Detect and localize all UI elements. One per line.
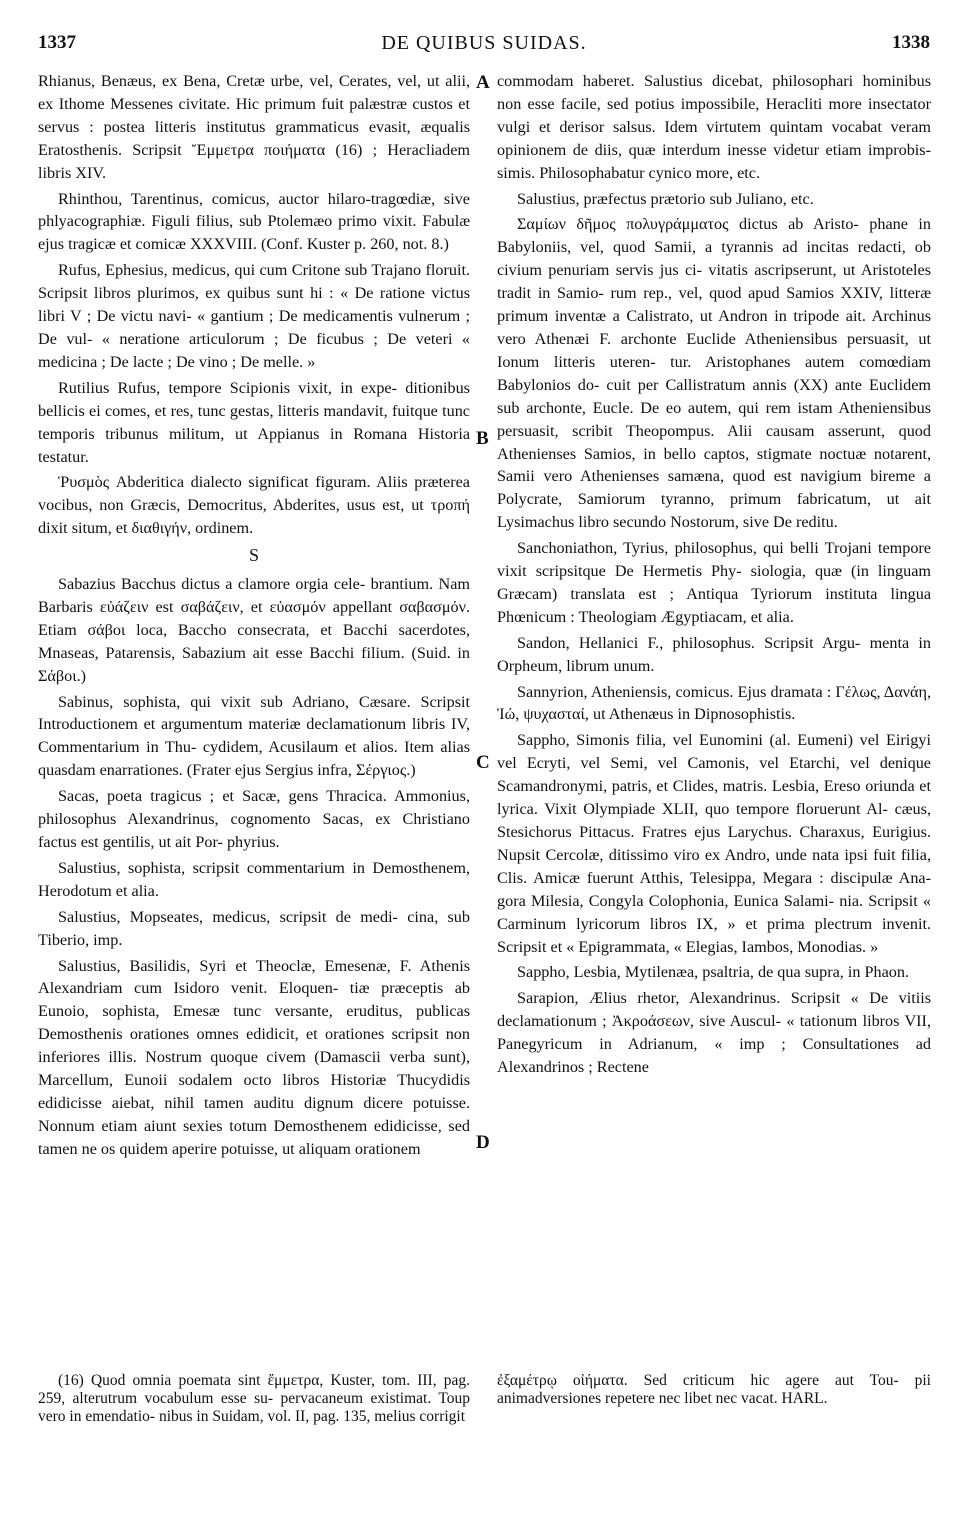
entry-rhinthou: Rhinthou, Tarentinus, comicus, auctor hilaro-tragœdiæ, sive phlyacographiæ. Figuli filius, sub Ptolemæo primo vixit. Fabulæ ejus tragicæ et comicæ XXXVIII. (Conf. Kuster p. 260, not. 8.) [38, 189, 470, 254]
footnote-left: (16) Quod omnia poemata sint ἔμμετρα, Kuster, tom. III, pag. 259, alterutrum vocabulum esse su- pervacaneum existimat. Toup vero in emendatio- nibus in Suidam, vol. II, pag. 135, melius corrigit [38, 1372, 470, 1426]
section-marker-c: C [476, 752, 490, 773]
section-marker-b: B [476, 428, 489, 449]
footnote-right: ἐξαμέτρῳ οἰήματα. Sed criticum hic agere aut Tou- pii animadversiones repetere nec libet nec vacat. HARL. [497, 1372, 931, 1408]
entry-sabazius: Sabazius Bacchus dictus a clamore orgia cele- brantium. Nam Barbaris εὐάζειν est σαβάζειν, et εὐασμόν appellant σαβασμόν. Etiam σάβοι loca, Baccho consecrata, et Bacchi sacerdotes, Mnaseas, Patarensis, Sabazium ait esse Bacchi filium. (Suid. in Σάβοι.) [38, 575, 470, 685]
entry-salustius-basilidis: Salustius, Basilidis, Syri et Theoclæ, Emesenæ, F. Athenis Alexandriam cum Isidoro venit. Eloquen- tiæ præceptis ab Eunoio, sophista, Emesæ tunc versante, eruditus, publicas Demosthenis orationes omnes edidicit, et orationes scripsit non inferiores illis. Nostrum quoque civem (Damascii verba sunt), Marcellum, Eunoii sodalem octo libros Historiæ Thucydidis edidicisse aiebat, nihil tamen auditu dignum dicere potuisse. Nonnum etiam aiunt sexies totum Demosthenem edidicisse, sed tamen ne os quidem aperire potuisse, ut aliquam orationem [38, 956, 470, 1158]
entry-rufus: Rufus, Ephesius, medicus, qui cum Critone sub Trajano floruit. Scripsit libros plurimos, ex quibus sunt hi : « De ratione victus libri V ; De victu navi- « gantium ; De medicamentis vulnerum ; De vul- « neratione articulorum ; De ficubus ; De veteri « medicina ; De lacte ; De vino ; De melle. » [38, 261, 470, 371]
entry-salustius-mopseates: Salustius, Mopseates, medicus, scripsit de medi- cina, sub Tiberio, imp. [38, 907, 470, 949]
right-column [497, 70, 931, 1082]
entry-sannyrion: Sannyrion, Atheniensis, comicus. Ejus dramata : Γέλως, Δανάη, Ἰώ, ψυχασταί, ut Athenæus in Dipnosophistis. [497, 682, 931, 724]
entry-sandon: Sandon, Hellanici F., philosophus. Scripsit Argu- menta in Orpheum, librum unum. [497, 633, 931, 675]
entry-sappho: Sappho, Simonis filia, vel Eunomini (al. Eumeni) vel Eirigyi vel Ecryti, vel Semi, vel Camonis, vel Etarchi, vel denique Scamandronymi, patris, et Clides, matris. Lesbia, Ereso oriunda et lyrica. Vixit Olympiade XLII, quo tempore floruerunt Al- cæus, Stesichorus Pittacus. Fratres ejus Larychus. Charaxus, Eurigius. Nupsit Cercolæ, ditissimo viro ex Andro, unde nata ipsi fuit filia, Clis. Amicæ fuerunt Atthis, Telesippa, Megara : discipulæ Ana- gora Milesia, Congyla Colophonia, Eunica Salami- nia. Scripsit « Carminum lyricorum libros IX, » et prima plectrum invenit. Scripsit et « Epigrammata, « Elegias, Iambos, Monodias. » [497, 731, 931, 956]
entry-rhianus: Rhianus, Benæus, ex Bena, Cretæ urbe, vel, Cerates, vel, ut alii, ex Ithome Messenes civitate. Hic primum fuit palæstræ custos et servus : postea litteris institutus grammaticus evasit, æqualis Eratosthenis. Scripsit Ἔμμετρα ποιήματα (16) ; Heracliadem libris XIV. [38, 72, 470, 182]
entry-sarapion: Sarapion, Ælius rhetor, Alexandrinus. Scripsit « De vitiis declamationum ; Ἀκροάσεων, sive Auscul- « tationum libros VII, Panegyricum in Adrianum, « imp ; Consultationes ad Alexandrinos ; Rectene [497, 989, 931, 1077]
entry-rhysmos: Ῥυσμὸς Abderitica dialecto significat figuram. Aliis præterea vocibus, non Græcis, Democritus, Abderites, usus est, ut τροπή dixit situm, et διαθιγήν, ordinem. [38, 473, 470, 538]
section-letter: S [248, 545, 259, 566]
entry-sabinus: Sabinus, sophista, qui vixit sub Adriano, Cæsare. Scripsit Introductionem et argumentum materiæ declamationum libris IV, Commentarium in Thu- cydidem, Acusilaum et alios. Item alias quasdam enarrationes. (Frater ejus Sergius infra, Σέργιος.) [38, 692, 470, 780]
entry-samion-demos: Σαμίων δῆμος πολυγράμματος dictus ab Aristo- phane in Babyloniis, vel, quod Samii, a tyrannis ad incitas redacti, ob civium penuriam servis jus ci- vitatis ascripserunt, ut Aristoteles tradit in Samio- rum rep., vel, quod apud Samios XXIV, litteræ primum inventæ a Calistrato, ut Andron in tripode ait. Archinus vero Athenæi F. archonte Euclide Atheniensibus persuasit, ut Ionum litteris uteren- tur. Aristophanes autem comœdiam Babylonios do- cuit per Callistratum annis (XX) ante Euclidem sub archonte, Eucle. De eo autem, qui rem istam Atheniensibus persuasit, scribit Theopompus. Alii causam asserunt, quod Athenienses Samios, in bello captos, stigmate noctuæ notarent, Samii vero Athenienses samæna, quod est navigium bireme a Polycrate, Samiorum tyranno, primum fabricatum, ut ait Lysimachus libro secundo Nostorum, sive De reditu. [497, 215, 931, 532]
entry-rutilius-rufus: Rutilius Rufus, tempore Scipionis vixit, in expe- ditionibus bellicis ei comes, et res, tunc gestas, litteris mandavit, fuitque tunc temporis tribunus militum, ut Appianus in Romana Historia testatur. [38, 378, 470, 466]
page-header [38, 32, 930, 66]
page-number-right: 1338 [892, 32, 930, 53]
entry-sacas: Sacas, poeta tragicus ; et Sacæ, gens Thracica. Ammonius, philosophus Alexandrinus, cognomento Sacas, ex Christiano factus est gentilis, ut ait Por- phyrius. [38, 787, 470, 851]
left-column [38, 70, 470, 1164]
entry-sanchoniathon: Sanchoniathon, Tyrius, philosophus, qui belli Trojani tempore vixit scripsitque De Hermetis Phy- siologia, quæ (in linguam Græcam) translata est ; Antiqua Tyriorum instituta lingua Phœnicum : Theologiam Ægyptiacam, et alia. [497, 539, 931, 626]
section-marker-d: D [476, 1132, 490, 1153]
section-marker-a: A [476, 72, 490, 93]
running-title: DE QUIBUS SUIDAS. [381, 32, 587, 54]
entry-salustius-sophista: Salustius, sophista, scripsit commentarium in Demosthenem, Herodotum et alia. [38, 858, 470, 900]
entry-salustius-praefectus: Salustius, præfectus prætorio sub Juliano, etc. [517, 189, 814, 208]
entry-salustius-continued: commodam haberet. Salustius dicebat, philosophari hominibus non esse facile, sed potius impossibile, Heracliti more insectator vulgi et derisor salsus. Idem virtutem quintam vocabat veram opinionem de diis, quæ interdum inesse videtur etiam improbis- simis. Philosophabatur cynico more, etc. [497, 72, 931, 182]
entry-sappho-lesbia: Sappho, Lesbia, Mytilenæa, psaltria, de qua supra, in Phaon. [517, 963, 910, 982]
page-number-left: 1337 [38, 32, 76, 53]
